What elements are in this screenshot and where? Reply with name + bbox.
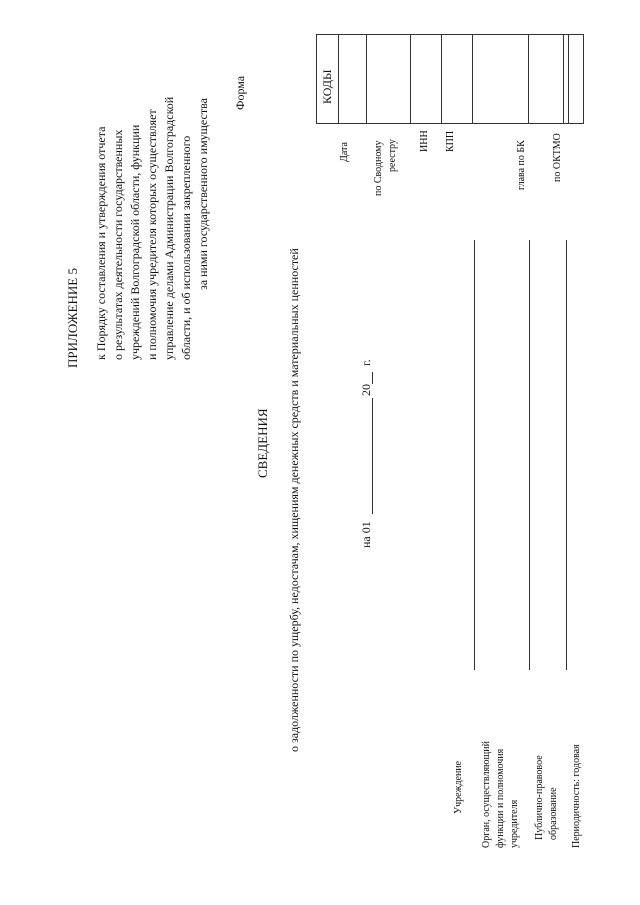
appendix-line-1: к Порядку составления и утверждения отчета [94,126,108,360]
appendix-line-3: учреждений Волгоградской области, функции [128,124,142,360]
organ-line [529,240,530,670]
date-suffix: г. [359,359,373,366]
organ-label-2: функции и полномочия [495,748,506,848]
code-label-inn: ИНН [419,130,430,152]
codes-divider-5 [472,34,473,123]
codes-header: КОДЫ [320,69,334,104]
appendix-line-7: за ними государственного имущества [196,98,210,290]
codes-divider-2 [366,34,367,123]
organ-label-1: Орган, осуществляющий [481,741,492,848]
appendix-line-6: области, и об использовании закрепленного [179,135,193,360]
codes-table [316,34,584,124]
code-label-kpp: КПП [445,130,456,152]
code-label-date: Дата [339,142,350,162]
codes-divider-7 [563,34,564,123]
form-label: Форма [233,75,247,110]
date-prefix: на 01 [359,521,373,548]
public-entity-label-1: Публично-правовое [534,755,545,840]
date-year-prefix: 20 [359,384,373,396]
appendix-line-5: управление делами Администрации Волгоградской [162,96,176,360]
public-entity-line [566,240,567,670]
codes-divider-6 [528,34,529,123]
code-label-bk: глава по БК [516,140,527,190]
periodicity-label: Периодичность: годовая [571,744,582,848]
codes-divider-4 [441,34,442,123]
appendix-line-4: и полномочия учредителя которых осуществляет [145,109,159,360]
codes-divider-3 [410,34,411,123]
document-title: СВЕДЕНИЯ [255,408,270,478]
code-label-registry-1: по Сводному [373,140,384,196]
institution-label: Учреждение [453,760,464,814]
code-label-registry-2: реестру [387,139,398,172]
organ-label-3: учредителя [509,799,520,848]
document-subtitle: о задолженности по ущербу, недостачам, хищениям денежных средств и материальных ценностей [287,248,301,752]
codes-divider-1 [338,34,339,123]
date-day-blank [372,398,373,514]
appendix-title: ПРИЛОЖЕНИЕ 5 [65,268,80,368]
public-entity-label-2: образование [548,787,559,840]
appendix-line-2: о результатах деятельности государственных [111,129,125,360]
codes-divider-8 [568,34,569,123]
code-label-oktmo: по ОКТМО [552,133,563,182]
institution-line [474,240,475,670]
date-year-blank [372,372,373,384]
